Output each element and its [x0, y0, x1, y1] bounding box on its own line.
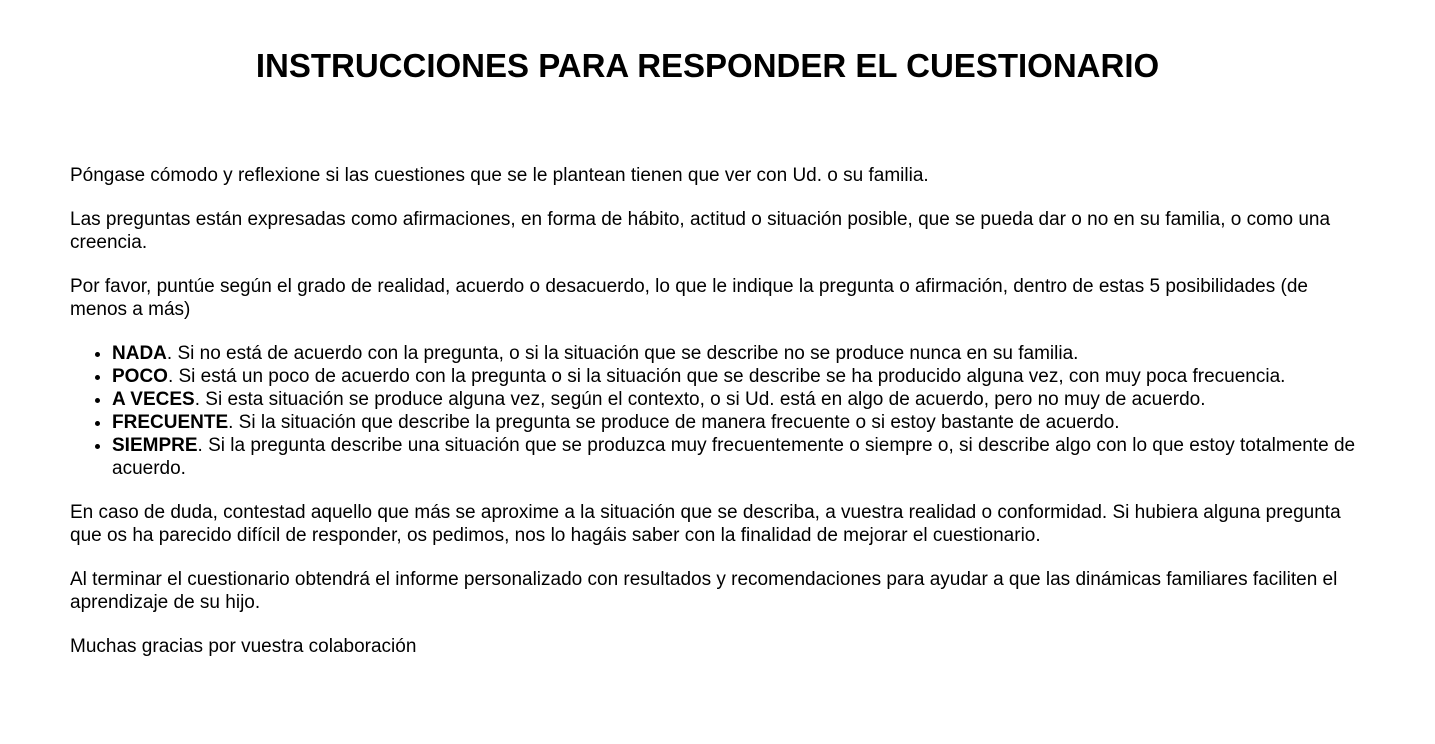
option-term: SIEMPRE — [112, 435, 198, 456]
response-options-list — [70, 342, 1360, 480]
option-nada — [112, 342, 1360, 365]
scoring-instructions-paragraph: Por favor, puntúe según el grado de realidad, acuerdo o desacuerdo, lo que le indique la pregunta o afirmación, dentro de estas 5 posibilidades (de menos a más) — [70, 276, 1308, 320]
option-a-veces — [112, 388, 1360, 411]
option-term: FRECUENTE — [112, 412, 229, 433]
option-description: . Si esta situación se produce alguna vez, según el contexto, o si Ud. está en algo de acuerdo, pero no muy de acuerdo. — [194, 389, 1206, 410]
report-paragraph: Al terminar el cuestionario obtendrá el informe personalizado con resultados y recomendaciones para ayudar a que las dinámicas familiares faciliten el aprendizaje de su hijo. — [70, 569, 1338, 613]
option-term: A VECES — [112, 389, 195, 410]
option-description: . Si la situación que describe la pregunta se produce de manera frecuente o si estoy bastante de acuerdo. — [228, 412, 1120, 433]
option-description: . Si está un poco de acuerdo con la pregunta o si la situación que se describe se ha producido alguna vez, con muy poca frecuencia. — [167, 366, 1286, 387]
intro-paragraph: Póngase cómodo y reflexione si las cuestiones que se le plantean tienen que ver con Ud. o su familia. — [70, 165, 929, 186]
option-description: . Si la pregunta describe una situación que se produzca muy frecuentemente o siempre o, si describe algo con lo que estoy totalmente de acuerdo. — [112, 435, 1356, 479]
questions-description-paragraph: Las preguntas están expresadas como afirmaciones, en forma de hábito, actitud o situación posible, que se pueda dar o no en su familia, o como una creencia. — [70, 209, 1331, 253]
option-term: NADA — [112, 343, 167, 364]
option-description: . Si no está de acuerdo con la pregunta, o si la situación que se describe no se produce nunca en su familia. — [166, 343, 1079, 364]
option-siempre — [112, 434, 1360, 480]
page-title: INSTRUCCIONES PARA RESPONDER EL CUESTIONARIO — [255, 47, 1160, 84]
option-poco — [112, 365, 1360, 388]
instructions-body — [70, 164, 1360, 658]
option-frecuente — [112, 411, 1360, 434]
doubt-paragraph: En caso de duda, contestad aquello que más se aproxime a la situación que se describa, a vuestra realidad o conformidad. Si hubiera alguna pregunta que os ha parecido difícil de responder, os pedimos, nos lo hagáis saber con la finalidad de mejorar el cuestionario. — [70, 502, 1341, 546]
option-term: POCO — [112, 366, 168, 387]
thanks-paragraph: Muchas gracias por vuestra colaboración — [70, 636, 417, 657]
